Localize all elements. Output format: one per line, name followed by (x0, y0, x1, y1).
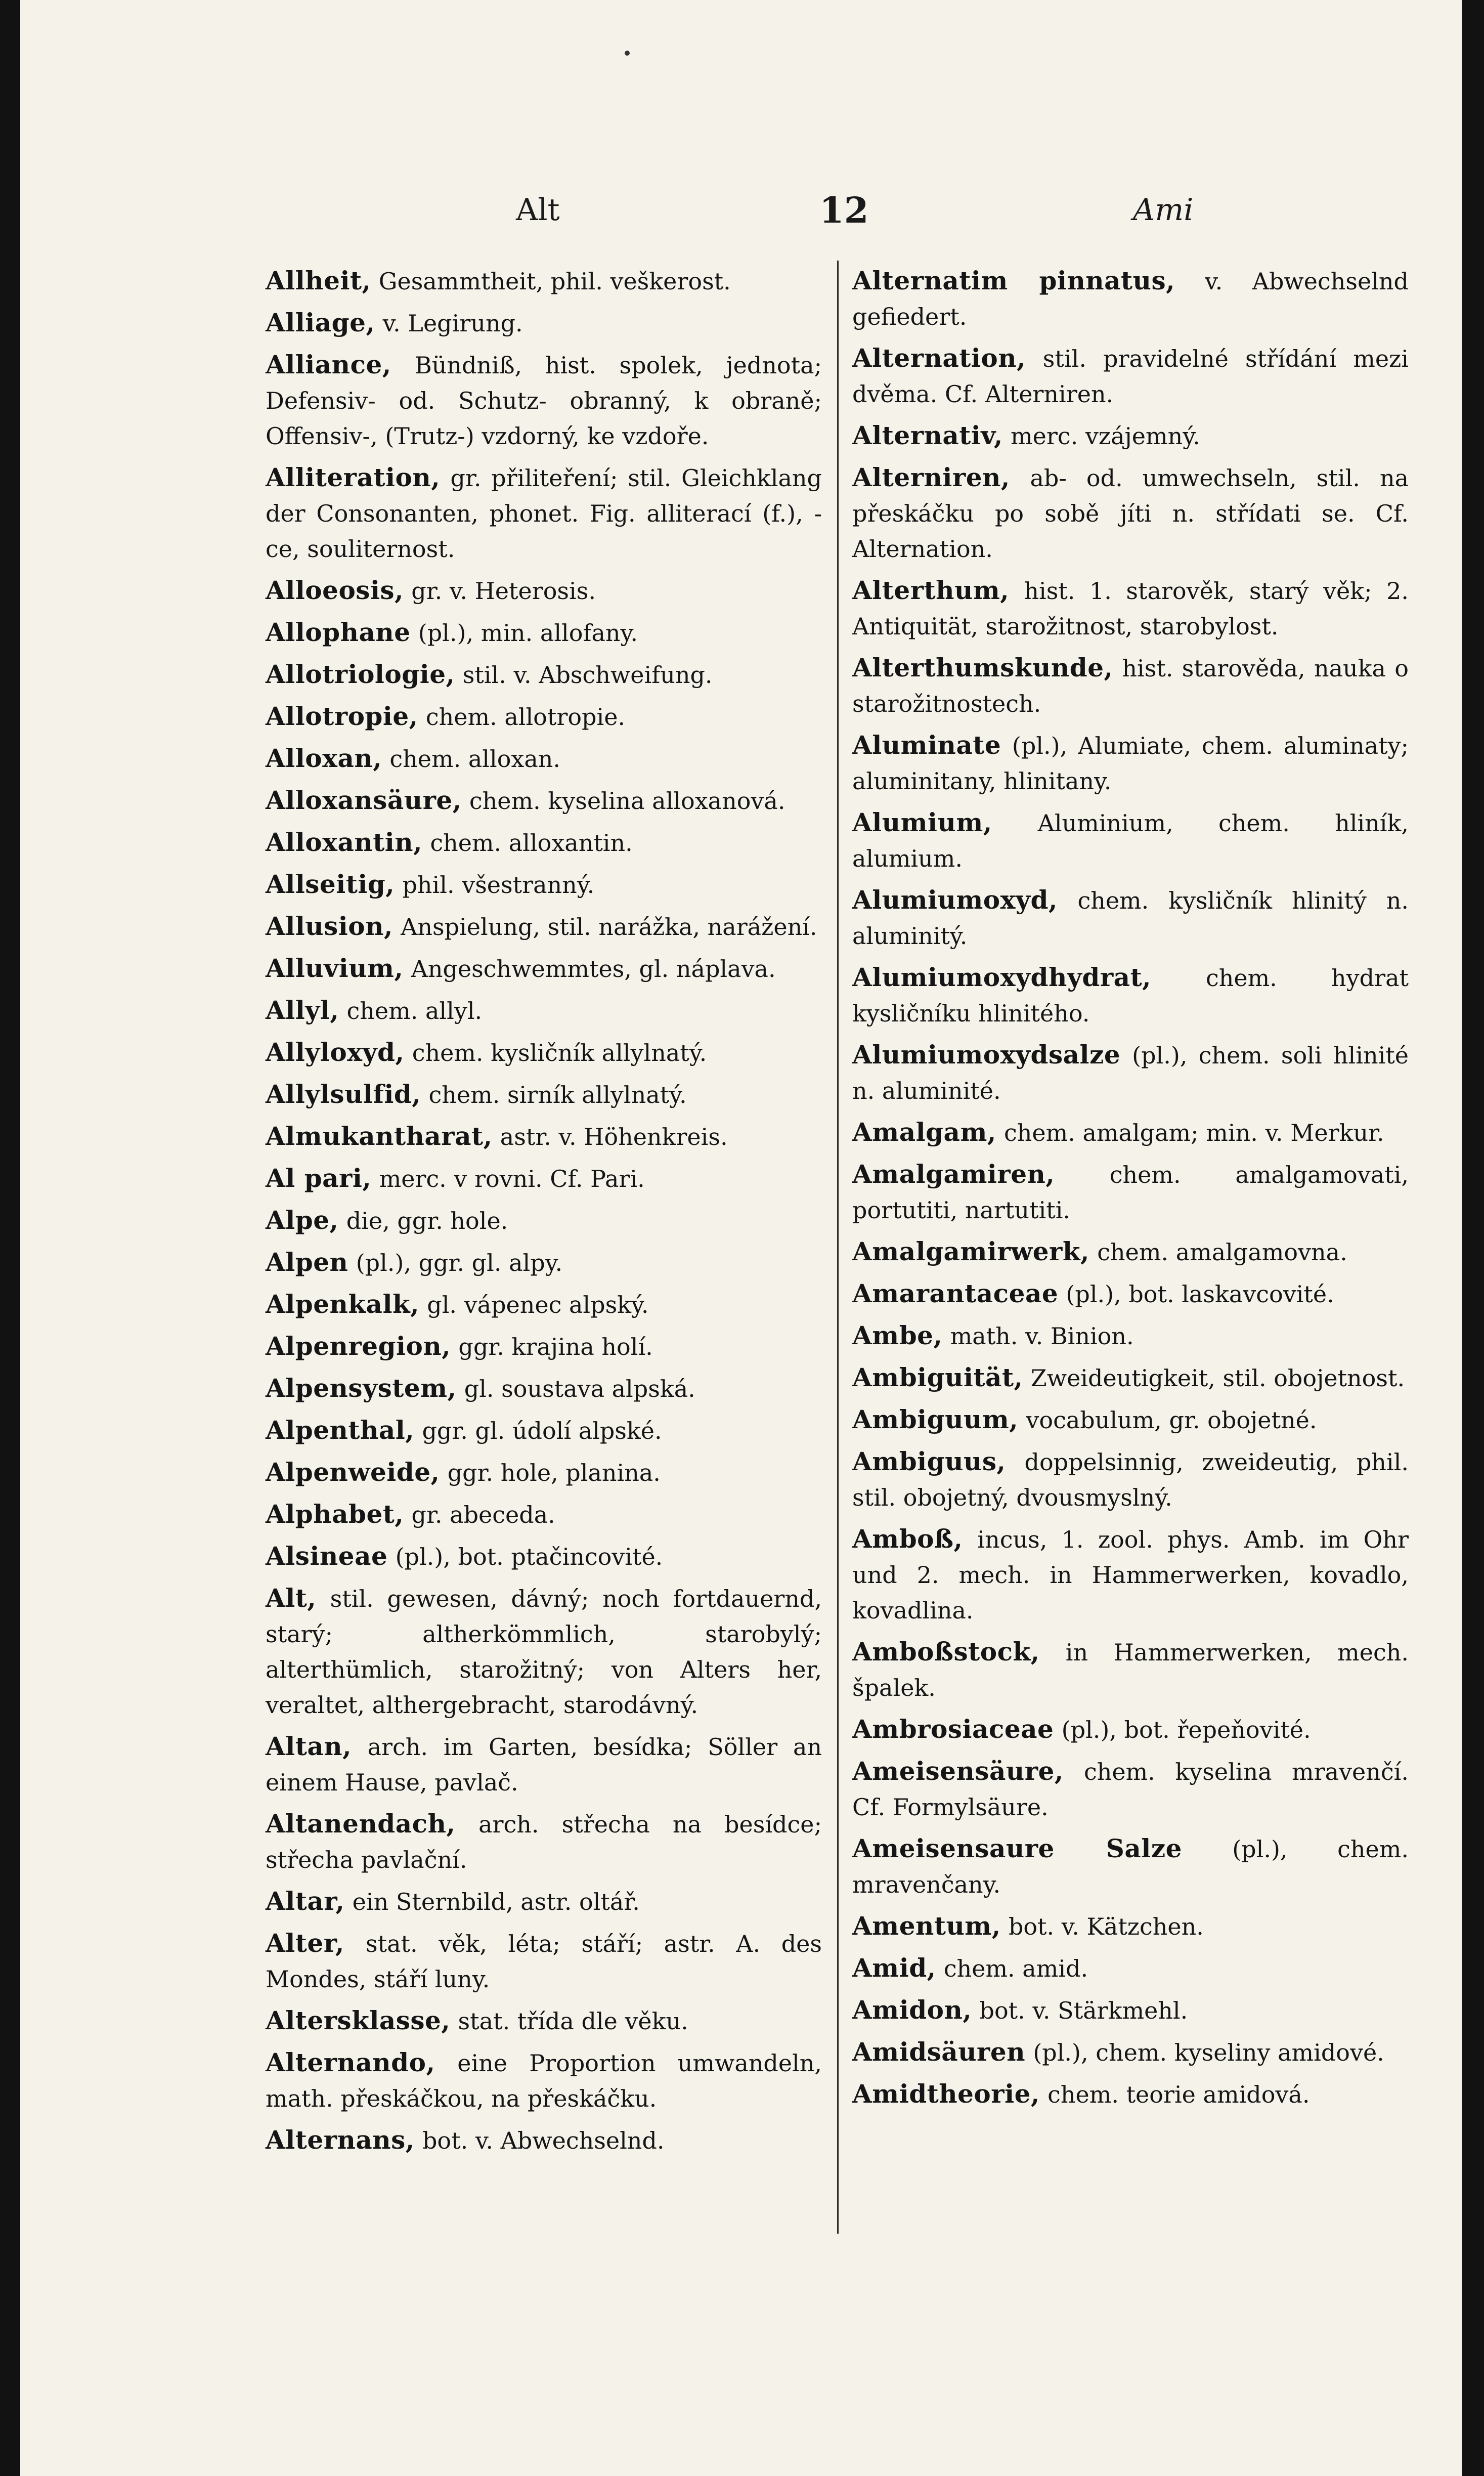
entry-definition: (pl.), bot. ptačincovité. (395, 1543, 663, 1570)
entry-headword: Allophane (266, 617, 411, 647)
entry-headword: Alpensystem, (266, 1373, 457, 1403)
dictionary-entry (266, 1581, 822, 1723)
dictionary-entry (852, 1276, 1409, 1312)
entry-definition: chem. amalgam; min. v. Merkur. (1004, 1119, 1384, 1146)
entry-headword: Alumiumoxydsalze (852, 1040, 1121, 1070)
dictionary-entry (852, 1318, 1409, 1354)
entry-definition: arch. im Garten, besídka; Söller an einem Hause, pavlač. (266, 1733, 822, 1796)
entry-definition: bot. v. Stärkmehl. (979, 1997, 1188, 2024)
entry-headword: Alsineae (266, 1541, 388, 1571)
dictionary-entry (266, 263, 822, 299)
entry-headword: Alternation, (852, 343, 1026, 373)
dictionary-entry (852, 460, 1409, 567)
dictionary-entry (852, 340, 1409, 412)
dictionary-entry (266, 1926, 822, 1997)
entry-definition: chem. allotropie. (425, 703, 626, 731)
dictionary-entry (852, 1634, 1409, 1705)
entry-definition: chem. kysličník hlinitý n. aluminitý. (852, 887, 1409, 950)
entry-definition: hist. 1. starověk, starý věk; 2. Antiquität, starožitnost, starobylost. (852, 577, 1409, 640)
entry-headword: Ameisensäure, (852, 1756, 1064, 1786)
dictionary-entry (266, 1287, 822, 1322)
dictionary-entry (266, 657, 822, 693)
entry-definition: stat. třída dle věku. (458, 2008, 688, 2035)
dictionary-entry (266, 783, 822, 819)
entry-headword: Amboßstock, (852, 1637, 1040, 1667)
entry-definition: hist. starověda, nauka o starožitnostech. (852, 655, 1409, 717)
entry-headword: Ambiguität, (852, 1362, 1023, 1392)
entry-definition: gr. abeceda. (411, 1501, 555, 1528)
dictionary-entry (266, 1539, 822, 1574)
entry-headword: Alpenkalk, (266, 1289, 419, 1319)
entry-headword: Altanendach, (266, 1809, 456, 1839)
entry-definition: ab- od. umwechseln, stil. na přeskáčku po sobě jíti n. střídati se. Cf. Alternation. (852, 464, 1409, 563)
dictionary-entry (852, 728, 1409, 799)
page-header (20, 189, 1462, 243)
dictionary-entry (852, 2034, 1409, 2070)
entry-definition: (pl.), ggr. gl. alpy. (356, 1249, 563, 1276)
dictionary-entry (852, 960, 1409, 1031)
entry-headword: Ambrosiaceae (852, 1714, 1054, 1744)
dictionary-entry (266, 460, 822, 567)
entry-definition: doppelsinnig, zweideutig, phil. stil. obojetný, dvousmyslný. (852, 1448, 1409, 1511)
dictionary-entry (266, 347, 822, 454)
entry-headword: Alterthumskunde, (852, 653, 1113, 682)
entry-definition: Zweideutigkeit, stil. obojetnost. (1030, 1364, 1405, 1392)
dictionary-entry (266, 699, 822, 735)
entry-definition: vocabulum, gr. obojetné. (1026, 1406, 1317, 1434)
entry-headword: Al pari, (266, 1163, 372, 1193)
dictionary-entry (852, 1234, 1409, 1270)
entry-headword: Alter, (266, 1928, 344, 1958)
dictionary-entry (852, 1950, 1409, 1986)
entry-definition: phil. všestranný. (402, 871, 595, 899)
entry-headword: Alliance, (266, 350, 391, 379)
entry-headword: Allseitig, (266, 869, 395, 899)
entry-definition: merc. vzájemný. (1011, 422, 1200, 450)
entry-headword: Ambiguum, (852, 1404, 1019, 1434)
entry-headword: Allylsulfid, (266, 1079, 421, 1109)
dictionary-entry (266, 1884, 822, 1919)
entry-definition: Bündniß, hist. spolek, jednota; Defensiv- od. Schutz- obranný, k obraně; Offensiv-, (Trutz-) vzdorný, ke vzdoře. (266, 352, 822, 450)
dictionary-entry (852, 263, 1409, 334)
dictionary-entry (266, 1245, 822, 1280)
dictionary-page (20, 0, 1462, 2476)
entry-headword: Allheit, (266, 266, 371, 295)
entry-definition: math. v. Binion. (950, 1322, 1134, 1350)
entry-definition: incus, 1. zool. phys. Amb. im Ohr und 2. mech. in Hammerwerken, kovadlo, kovadlina. (852, 1526, 1409, 1624)
entry-definition: chem. hydrat kysličníku hlinitého. (852, 964, 1409, 1027)
entry-headword: Alternatim pinnatus, (852, 266, 1175, 295)
entry-headword: Amboß, (852, 1524, 963, 1554)
dictionary-entry (266, 2122, 822, 2158)
entry-definition: stil. pravidelné střídání mezi dvěma. Cf. Alterniren. (852, 345, 1409, 408)
dictionary-entry (266, 2045, 822, 2116)
entry-definition: chem. alloxantin. (430, 829, 633, 857)
dictionary-entry (852, 1444, 1409, 1515)
entry-headword: Alternans, (266, 2125, 415, 2155)
entry-headword: Alliage, (266, 308, 375, 337)
dictionary-entry (266, 1077, 822, 1113)
entry-definition: chem. kyselina alloxanová. (469, 787, 785, 815)
entry-definition: eine Proportion umwandeln, math. přeskáčkou, na přeskáčku. (266, 2050, 822, 2112)
header-left-guideword: Alt (516, 192, 560, 228)
dictionary-entry (266, 305, 822, 341)
entry-headword: Alpenregion, (266, 1331, 451, 1361)
entry-definition: gl. vápenec alpský. (427, 1291, 649, 1318)
dictionary-entry (266, 1371, 822, 1406)
entry-definition: ggr. krajina holí. (458, 1333, 653, 1360)
entry-headword: Alternativ, (852, 420, 1003, 450)
entry-definition: (pl.), Alumiate, chem. aluminaty; aluminitany, hlinitany. (852, 732, 1409, 795)
entry-definition: ggr. gl. údolí alpské. (422, 1417, 662, 1444)
entry-headword: Ambiguus, (852, 1446, 1006, 1476)
ink-speck (625, 51, 630, 56)
entry-headword: Alterniren, (852, 462, 1010, 492)
dictionary-entry (852, 1360, 1409, 1396)
dictionary-entry (266, 1161, 822, 1197)
column-divider (837, 261, 839, 2234)
entry-headword: Ambe, (852, 1320, 943, 1350)
entry-headword: Amalgamirwerk, (852, 1236, 1089, 1266)
dictionary-entry (852, 2076, 1409, 2112)
dictionary-entry (266, 1203, 822, 1239)
dictionary-entry (266, 573, 822, 609)
entry-definition: chem. amid. (943, 1955, 1088, 1982)
dictionary-entry (266, 1806, 822, 1877)
entry-definition: (pl.), chem. mravenčany. (852, 1835, 1409, 1898)
dictionary-entry (266, 1119, 822, 1155)
entry-headword: Allusion, (266, 911, 393, 941)
entry-definition: stil. v. Abschweifung. (462, 661, 713, 689)
entry-definition: chem. sirník allylnatý. (428, 1081, 687, 1108)
dictionary-entry (852, 1908, 1409, 1944)
header-right-guideword: Ami (1133, 192, 1194, 228)
entry-headword: Altar, (266, 1886, 345, 1916)
dictionary-entry (266, 1329, 822, 1364)
dictionary-entry (266, 825, 822, 861)
entry-headword: Ameisensaure Salze (852, 1833, 1182, 1863)
entry-definition: merc. v rovni. Cf. Pari. (379, 1165, 645, 1192)
entry-definition: chem. kysličník allylnatý. (412, 1039, 707, 1066)
entry-headword: Alpen (266, 1247, 348, 1277)
dictionary-entry (266, 1413, 822, 1448)
entry-definition: gr. v. Heterosis. (411, 577, 596, 605)
entry-definition: Gesammtheit, phil. veškerost. (378, 268, 731, 295)
entry-definition: in Hammerwerken, mech. špalek. (852, 1639, 1409, 1701)
entry-definition: chem. alloxan. (389, 745, 561, 773)
entry-headword: Allotropie, (266, 701, 418, 731)
entry-definition: chem. teorie amidová. (1047, 2081, 1310, 2108)
dictionary-entry (852, 1115, 1409, 1150)
entry-definition: Angeschwemmtes, gl. náplava. (411, 955, 776, 983)
entry-definition: stat. věk, léta; stáří; astr. A. des Mondes, stáří luny. (266, 1930, 822, 1993)
entry-definition: gr. přiliteření; stil. Gleichklang der Consonanten, phonet. Fig. alliterací (f.), -ce, souliternost. (266, 464, 822, 563)
entry-headword: Alloxantin, (266, 827, 423, 857)
page-number: 12 (819, 189, 869, 231)
dictionary-entry (852, 1402, 1409, 1438)
dictionary-entry (266, 1455, 822, 1490)
dictionary-entry (266, 1729, 822, 1800)
entry-headword: Alluvium, (266, 953, 404, 983)
entry-definition: arch. střecha na besídce; střecha pavlační. (266, 1811, 822, 1873)
dictionary-entry (852, 573, 1409, 644)
entry-definition: stil. gewesen, dávný; noch fortdauernd, starý; altherkömmlich, starobylý; alterthümlich, starožitný; von Alters her, veraltet, althergebracht, starodávný. (266, 1585, 822, 1719)
entry-definition: ein Sternbild, astr. oltář. (352, 1888, 640, 1915)
dictionary-entry (852, 650, 1409, 721)
entry-definition: bot. v. Abwechselnd. (422, 2127, 665, 2154)
entry-headword: Alloeosis, (266, 575, 404, 605)
entry-headword: Amentum, (852, 1911, 1001, 1941)
dictionary-entry (852, 418, 1409, 454)
entry-definition: chem. allyl. (346, 997, 483, 1024)
dictionary-entry (266, 909, 822, 945)
entry-headword: Alloxansäure, (266, 785, 462, 815)
entry-definition: (pl.), bot. laskavcovité. (1066, 1280, 1334, 1308)
dictionary-entry (266, 1035, 822, 1071)
dictionary-entry (266, 993, 822, 1029)
entry-headword: Amalgamiren, (852, 1159, 1055, 1189)
entry-headword: Allotriologie, (266, 659, 455, 689)
dictionary-entry (266, 951, 822, 987)
entry-definition: Aluminium, chem. hliník, alumium. (852, 809, 1409, 872)
entry-headword: Amidtheorie, (852, 2079, 1040, 2109)
entry-headword: Alumiumoxydhydrat, (852, 962, 1152, 992)
dictionary-entry (266, 2003, 822, 2039)
entry-definition: (pl.), chem. kyseliny amidové. (1033, 2039, 1384, 2066)
entry-definition: chem. amalgamovati, portutiti, nartutiti. (852, 1161, 1409, 1224)
entry-headword: Amidon, (852, 1995, 972, 2025)
entry-headword: Alpenthal, (266, 1415, 415, 1445)
entry-headword: Alumiumoxyd, (852, 885, 1058, 915)
dictionary-entry (266, 1497, 822, 1532)
entry-definition: v. Legirung. (382, 310, 523, 337)
entry-definition: astr. v. Höhenkreis. (500, 1123, 728, 1150)
dictionary-entry (852, 1712, 1409, 1747)
entry-headword: Amid, (852, 1953, 936, 1983)
entry-definition: bot. v. Kätzchen. (1008, 1913, 1204, 1940)
dictionary-entry (852, 1037, 1409, 1108)
entry-headword: Amarantaceae (852, 1278, 1059, 1308)
entry-headword: Amalgam, (852, 1117, 996, 1147)
entry-definition: chem. kyselina mravenčí. Cf. Formylsäure. (852, 1758, 1409, 1821)
entry-headword: Alloxan, (266, 743, 382, 773)
entry-headword: Altan, (266, 1731, 352, 1761)
entry-headword: Amidsäuren (852, 2037, 1026, 2067)
dictionary-entry (266, 867, 822, 903)
entry-definition: (pl.), chem. soli hlinité n. aluminité. (852, 1042, 1409, 1104)
entry-headword: Alternando, (266, 2047, 435, 2077)
entry-definition: die, ggr. hole. (346, 1207, 508, 1234)
dictionary-entry (852, 1831, 1409, 1902)
entry-headword: Alumium, (852, 807, 992, 837)
right-column (852, 263, 1409, 2118)
dictionary-entry (266, 741, 822, 777)
left-column (266, 263, 822, 2164)
entry-headword: Allyl, (266, 995, 339, 1025)
entry-headword: Alt, (266, 1583, 317, 1613)
entry-definition: v. Abwechselnd gefiedert. (852, 268, 1409, 330)
entry-definition: ggr. hole, planina. (447, 1459, 661, 1486)
entry-headword: Allyloxyd, (266, 1037, 405, 1067)
entry-definition: gl. soustava alpská. (464, 1375, 695, 1402)
entry-headword: Aluminate (852, 730, 1001, 760)
entry-headword: Alpenweide, (266, 1457, 440, 1487)
entry-headword: Alterthum, (852, 575, 1010, 605)
dictionary-entry (852, 1992, 1409, 2028)
dictionary-entry (852, 1754, 1409, 1825)
entry-headword: Almukantharat, (266, 1121, 493, 1151)
dictionary-entry (852, 805, 1409, 876)
dictionary-entry (852, 1521, 1409, 1628)
entry-headword: Altersklasse, (266, 2005, 451, 2035)
entry-definition: Anspielung, stil. narážka, narážení. (401, 913, 817, 941)
entry-headword: Alliteration, (266, 462, 441, 492)
entry-definition: chem. amalgamovna. (1097, 1239, 1347, 1266)
dictionary-entry (266, 615, 822, 651)
entry-headword: Alpe, (266, 1205, 339, 1235)
entry-definition: (pl.), min. allofany. (418, 619, 638, 647)
entry-headword: Alphabet, (266, 1499, 404, 1529)
dictionary-entry (852, 882, 1409, 954)
dictionary-entry (852, 1157, 1409, 1228)
entry-definition: (pl.), bot. řepeňovité. (1061, 1716, 1311, 1743)
